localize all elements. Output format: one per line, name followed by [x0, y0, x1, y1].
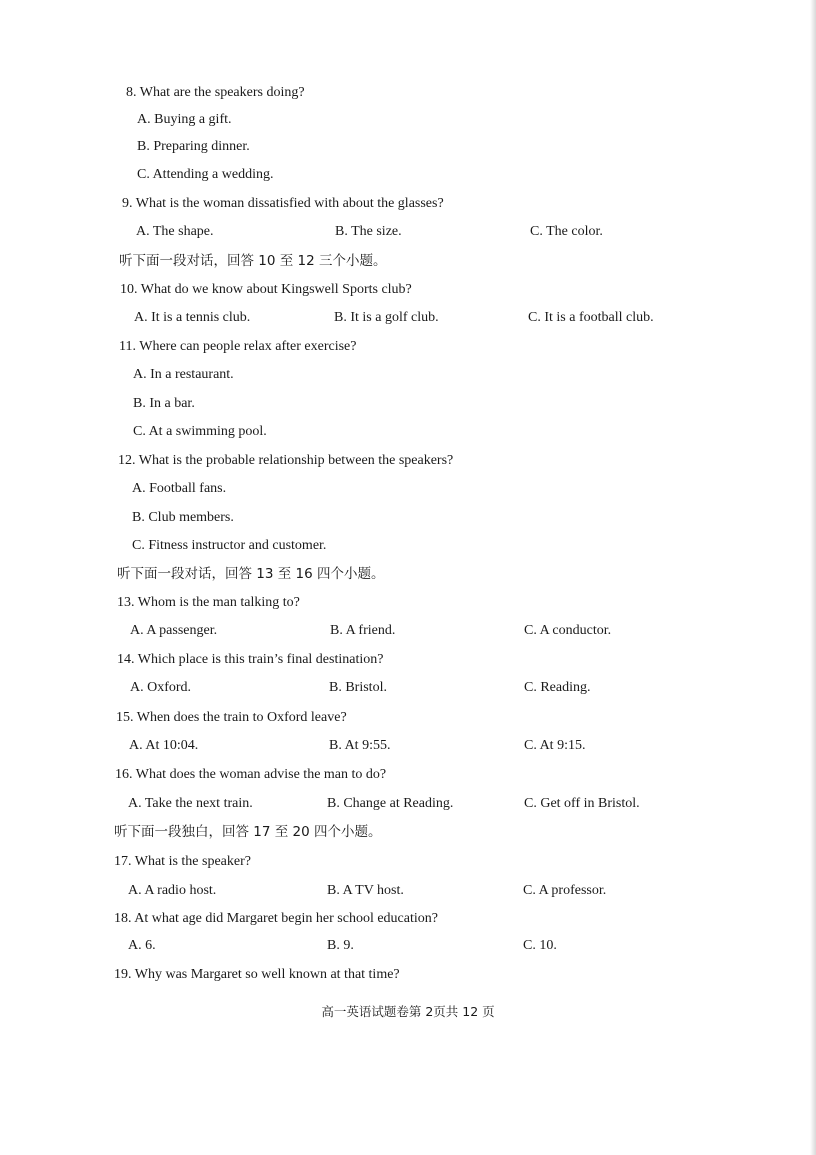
option-11b: B. In a bar. — [133, 396, 195, 411]
question-17: 17. What is the speaker? — [114, 854, 251, 869]
option-16b: B. Change at Reading. — [327, 796, 454, 811]
option-16a: A. Take the next train. — [128, 796, 253, 811]
option-9a: A. The shape. — [136, 224, 214, 239]
option-10c: C. It is a football club. — [528, 310, 654, 325]
option-8a: A. Buying a gift. — [137, 112, 232, 127]
option-11c: C. At a swimming pool. — [133, 424, 267, 439]
instruction-17-20: 听下面一段独白，回答 17 至 20 四个小题。 — [114, 824, 382, 840]
question-12: 12. What is the probable relationship between the speakers? — [118, 453, 454, 468]
question-11: 11. Where can people relax after exercise? — [119, 339, 357, 354]
question-10: 10. What do we know about Kingswell Sports club? — [120, 282, 412, 297]
question-16: 16. What does the woman advise the man to do? — [115, 767, 387, 782]
option-18c: C. 10. — [523, 938, 557, 953]
option-10b: B. It is a golf club. — [334, 310, 439, 325]
option-17b: B. A TV host. — [327, 883, 404, 898]
option-12b: B. Club members. — [132, 510, 234, 525]
option-18b: B. 9. — [327, 938, 354, 953]
option-16c: C. Get off in Bristol. — [524, 796, 640, 811]
option-13a: A. A passenger. — [130, 623, 218, 638]
option-13c: C. A conductor. — [524, 623, 612, 638]
option-8c: C. Attending a wedding. — [137, 167, 274, 182]
option-15a: A. At 10:04. — [129, 738, 199, 753]
option-12a: A. Football fans. — [132, 481, 227, 496]
option-8b: B. Preparing dinner. — [137, 139, 250, 154]
option-9c: C. The color. — [530, 224, 603, 239]
option-14a: A. Oxford. — [130, 680, 192, 695]
option-10a: A. It is a tennis club. — [134, 310, 251, 325]
option-13b: B. A friend. — [330, 623, 396, 638]
scan-edge-shadow — [810, 0, 816, 1155]
option-17c: C. A professor. — [523, 883, 607, 898]
option-18a: A. 6. — [128, 938, 156, 953]
question-8: 8. What are the speakers doing? — [126, 85, 305, 100]
option-15b: B. At 9:55. — [329, 738, 391, 753]
question-18: 18. At what age did Margaret begin her school education? — [114, 911, 438, 926]
instruction-10-12: 听下面一段对话，回答 10 至 12 三个小题。 — [119, 253, 387, 269]
question-14: 14. Which place is this train’s final destination? — [117, 652, 384, 667]
question-13: 13. Whom is the man talking to? — [117, 595, 300, 610]
option-11a: A. In a restaurant. — [133, 367, 234, 382]
question-15: 15. When does the train to Oxford leave? — [116, 710, 347, 725]
page-footer: 高一英语试题卷第 2页共 12 页 — [321, 1004, 495, 1019]
option-12c: C. Fitness instructor and customer. — [132, 538, 327, 553]
option-14b: B. Bristol. — [329, 680, 387, 695]
question-9: 9. What is the woman dissatisfied with about the glasses? — [122, 196, 444, 211]
option-9b: B. The size. — [335, 224, 402, 239]
option-14c: C. Reading. — [524, 680, 591, 695]
option-17a: A. A radio host. — [128, 883, 217, 898]
option-15c: C. At 9:15. — [524, 738, 586, 753]
instruction-13-16: 听下面一段对话，回答 13 至 16 四个小题。 — [117, 566, 385, 582]
question-19: 19. Why was Margaret so well known at that time? — [114, 967, 400, 982]
